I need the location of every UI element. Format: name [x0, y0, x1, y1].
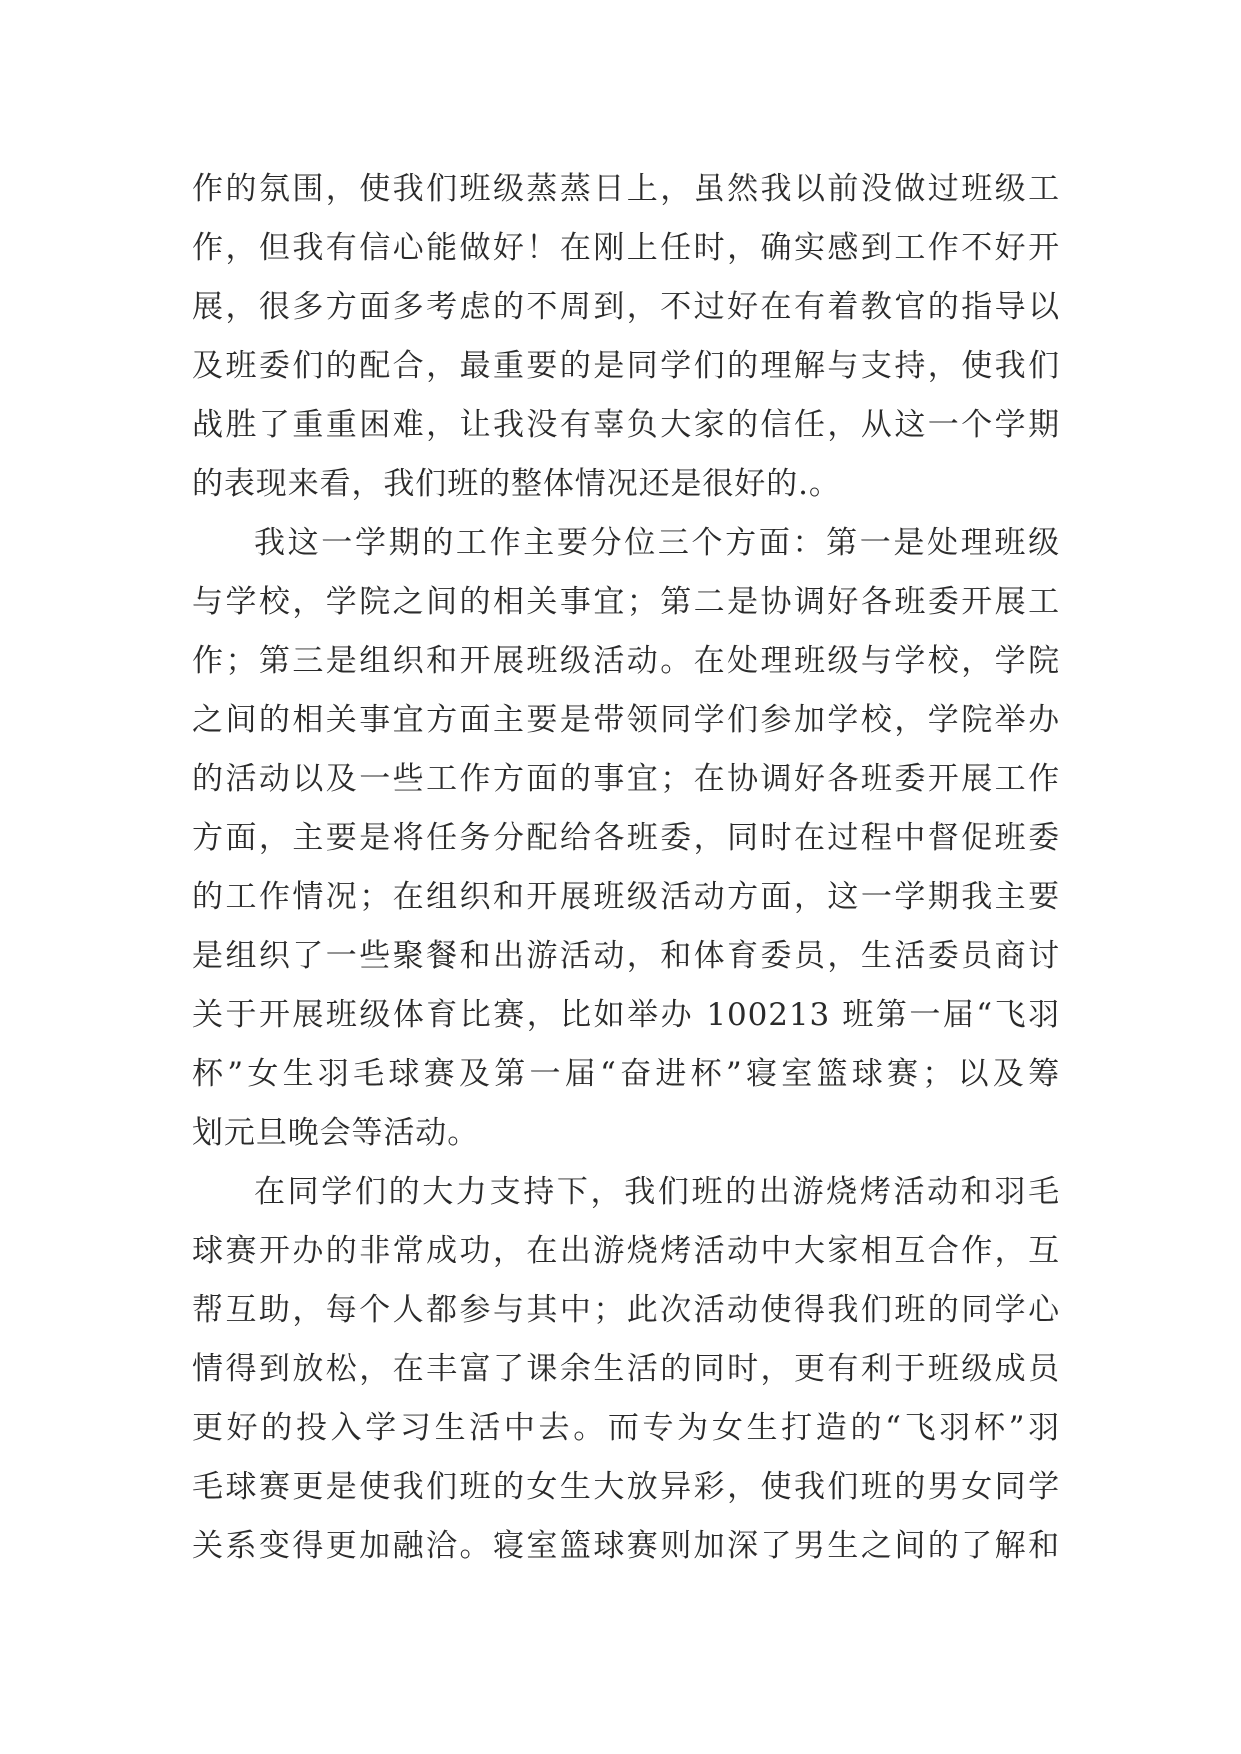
text-line: 的工作情况；在组织和开展班级活动方面，这一学期我主要 [192, 879, 1060, 915]
text-line: 作；第三是组织和开展班级活动。在处理班级与学校，学院 [192, 643, 1060, 679]
text-line: 杯”女生羽毛球赛及第一届“奋进杯”寝室篮球赛；以及筹 [192, 1056, 1060, 1092]
text-line: 帮互助，每个人都参与其中；此次活动使得我们班的同学心 [192, 1292, 1060, 1328]
text-line: 及班委们的配合，最重要的是同学们的理解与支持，使我们 [192, 348, 1060, 384]
text-line: 更好的投入学习生活中去。而专为女生打造的“飞羽杯”羽 [192, 1410, 1060, 1446]
text-line: 的活动以及一些工作方面的事宜；在协调好各班委开展工作 [192, 761, 1060, 797]
text-line: 毛球赛更是使我们班的女生大放异彩，使我们班的男女同学 [192, 1469, 1060, 1505]
text-line: 情得到放松，在丰富了课余生活的同时，更有利于班级成员 [192, 1351, 1060, 1387]
text-line: 的表现来看，我们班的整体情况还是很好的.。 [192, 466, 841, 502]
text-line: 战胜了重重困难，让我没有辜负大家的信任，从这一个学期 [192, 407, 1060, 443]
text-line: 展，很多方面多考虑的不周到，不过好在有着教官的指导以 [192, 289, 1060, 325]
body-text [192, 160, 1060, 1576]
text-line: 关于开展班级体育比赛，比如举办 100213 班第一届“飞羽 [192, 997, 1060, 1033]
paragraph-first-line: 在同学们的大力支持下，我们班的出游烧烤活动和羽毛 [254, 1174, 1060, 1210]
text-line: 之间的相关事宜方面主要是带领同学们参加学校，学院举办 [192, 702, 1060, 738]
text-line: 与学校，学院之间的相关事宜；第二是协调好各班委开展工 [192, 584, 1060, 620]
paragraph-first-line: 我这一学期的工作主要分位三个方面：第一是处理班级 [254, 525, 1060, 561]
text-line: 球赛开办的非常成功，在出游烧烤活动中大家相互合作，互 [192, 1233, 1060, 1269]
text-line: 方面，主要是将任务分配给各班委，同时在过程中督促班委 [192, 820, 1060, 856]
text-line: 作，但我有信心能做好！在刚上任时，确实感到工作不好开 [192, 230, 1060, 266]
text-line: 是组织了一些聚餐和出游活动，和体育委员，生活委员商讨 [192, 938, 1060, 974]
text-line: 作的氛围，使我们班级蒸蒸日上，虽然我以前没做过班级工 [192, 171, 1060, 207]
text-line: 划元旦晚会等活动。 [192, 1115, 480, 1151]
text-line: 关系变得更加融洽。寝室篮球赛则加深了男生之间的了解和 [192, 1528, 1060, 1564]
